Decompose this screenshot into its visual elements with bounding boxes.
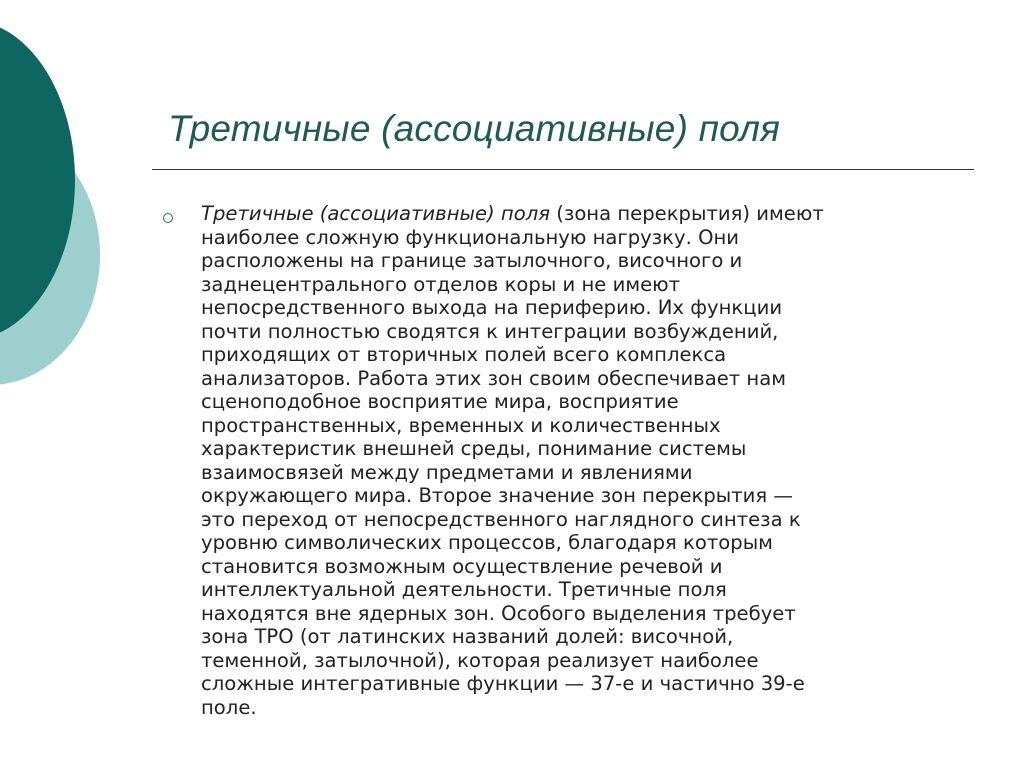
bullet-line: это переход от непосредственного наглядного синтеза к: [201, 507, 801, 531]
bullet-line: заднецентрального отделов коры и не имеют: [201, 272, 681, 296]
bullet-line: почти полностью сводятся к интеграции возбуждений,: [201, 319, 779, 343]
bullet-line: теменной, затылочной), которая реализует наиболее: [201, 648, 759, 672]
bullet-line: уровню символических процессов, благодаря которым: [201, 531, 773, 554]
bullet-line: (зона перекрытия) имеют: [550, 202, 824, 225]
bullet-line: характеристик внешней среды, понимание системы: [201, 437, 747, 460]
bullet-line: становится возможным осуществление речевой и: [201, 554, 723, 578]
bullet-paragraph: [201, 202, 953, 719]
bullet-line: поле.: [201, 695, 257, 719]
bullet-line: интеллектуальной деятельности. Третичные поля: [201, 578, 727, 601]
title-divider: [152, 169, 974, 170]
bullet-line: окружающего мира. Второе значение зон перекрытия —: [201, 484, 793, 507]
bullet-lead-term: Третичные (ассоциативные) поля: [201, 202, 551, 225]
bullet-line: расположены на границе затылочного, височного и: [201, 249, 743, 272]
bullet-line: непосредственного выхода на периферию. Их функции: [201, 296, 783, 319]
bullet-line: зона ТРО (от латинских названий долей: височной,: [201, 625, 734, 648]
bullet-line: сложные интегративные функции — 37-е и частично 39-е: [201, 672, 805, 695]
bullet-line: пространственных, временных и количественных: [201, 413, 721, 437]
bullet-line: находятся вне ядерных зон. Особого выделения требует: [201, 601, 796, 625]
bullet-line: наиболее сложную функциональную нагрузку. Они: [201, 225, 740, 249]
bullet-line: анализаторов. Работа этих зон своим обеспечивает нам: [201, 366, 787, 390]
bullet-circle-icon: [163, 213, 173, 223]
slide-title: Третичные (ассоциативные) поля: [168, 108, 781, 149]
bullet-line: взаимосвязей между предметами и явлениями: [201, 460, 693, 484]
bullet-line: сценоподобное восприятие мира, восприятие: [201, 390, 679, 413]
bullet-line: приходящих от вторичных полей всего комплекса: [201, 343, 727, 366]
